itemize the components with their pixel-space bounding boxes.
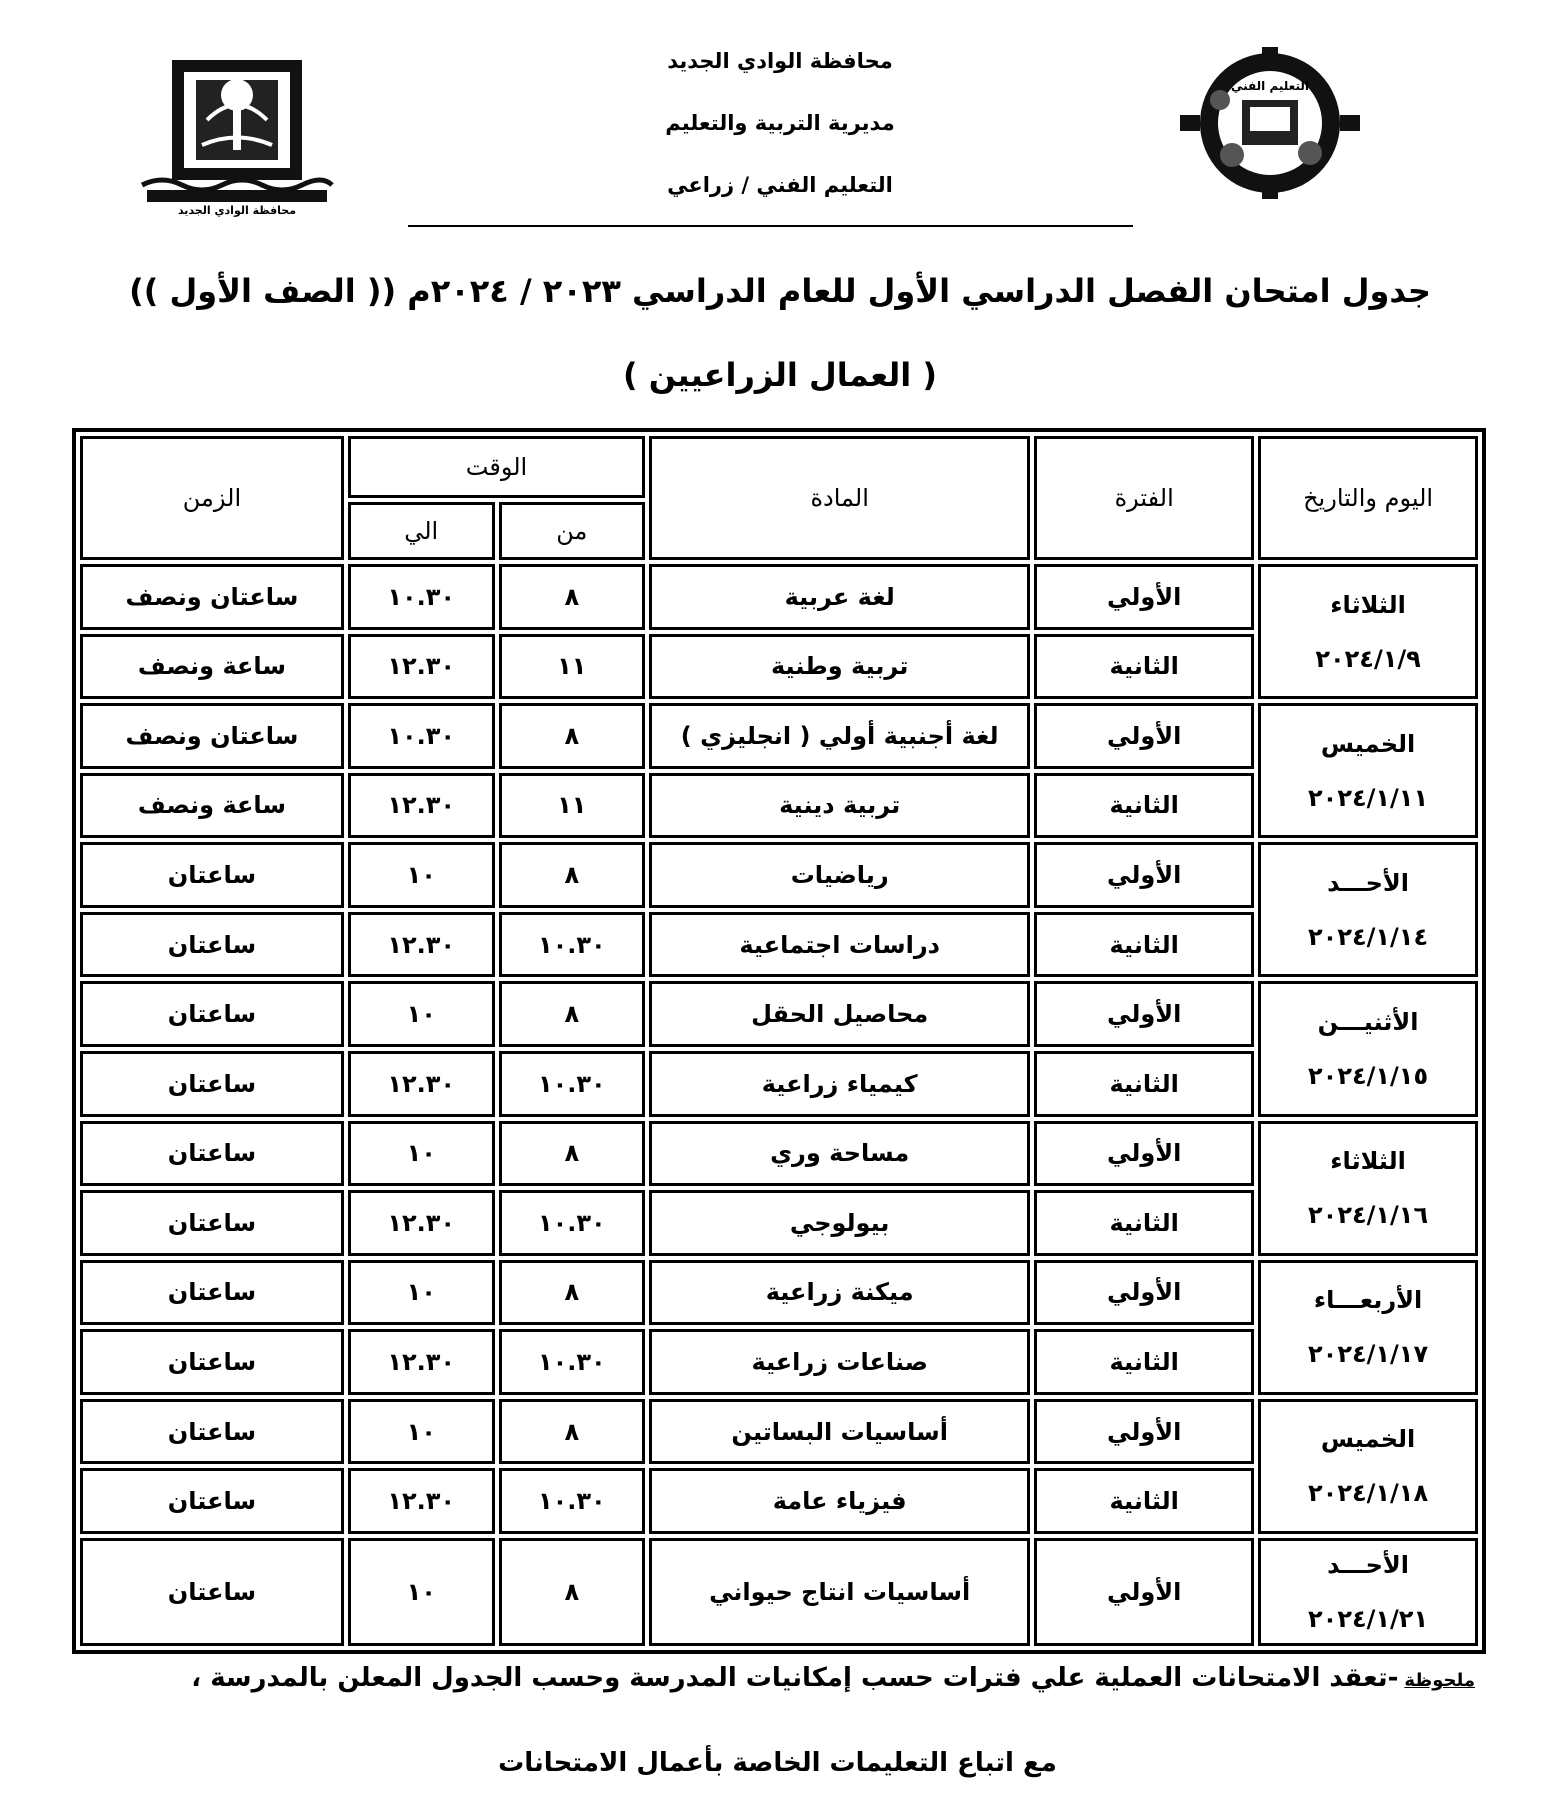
subject-cell: دراسات اجتماعية (649, 912, 1030, 978)
period-cell: الأولي (1034, 1260, 1254, 1326)
from-cell: ٨ (499, 842, 646, 908)
from-cell: ١٠.٣٠ (499, 1190, 646, 1256)
period-cell: الأولي (1034, 564, 1254, 630)
duration-cell: ساعتان (80, 1399, 344, 1465)
from-cell: ٨ (499, 1399, 646, 1465)
day-date: ٢٠٢٤/١/٩ (1315, 644, 1421, 673)
period-cell: الثانية (1034, 1468, 1254, 1534)
period-cell: الثانية (1034, 634, 1254, 700)
duration-cell: ساعتان (80, 1538, 344, 1646)
period-cell: الأولي (1034, 981, 1254, 1047)
to-cell: ١٢.٣٠ (348, 634, 495, 700)
period-cell: الثانية (1034, 1051, 1254, 1117)
header-duration: الزمن (80, 436, 344, 560)
note-label: ملحوظة (1404, 1670, 1475, 1691)
to-cell: ١٢.٣٠ (348, 1190, 495, 1256)
header-directorate: مديرية التربية والتعليم (665, 111, 895, 135)
day-name: الثلاثاء (1330, 1147, 1406, 1176)
subject-cell: لغة عربية (649, 564, 1030, 630)
period-cell: الأولي (1034, 1399, 1254, 1465)
from-cell: ١١ (499, 634, 646, 700)
header-department: التعليم الفني / زراعي (667, 173, 893, 197)
period-cell: الأولي (1034, 1538, 1254, 1646)
to-cell: ١٠ (348, 1399, 495, 1465)
subject-cell: فيزياء عامة (649, 1468, 1030, 1534)
period-cell: الأولي (1034, 842, 1254, 908)
day-date: ٢٠٢٤/١/١٥ (1308, 1061, 1429, 1090)
subject-cell: رياضيات (649, 842, 1030, 908)
page-subtitle: ( العمال الزراعيين ) (622, 356, 937, 394)
to-cell: ١٠ (348, 1121, 495, 1187)
to-cell: ١٢.٣٠ (348, 1468, 495, 1534)
day-date-cell (1258, 1538, 1478, 1646)
duration-cell: ساعة ونصف (80, 773, 344, 839)
technical-education-logo (1150, 45, 1390, 200)
table-row (80, 703, 1478, 769)
table-row (80, 564, 1478, 630)
day-name: الثلاثاء (1330, 590, 1406, 619)
to-cell: ١٢.٣٠ (348, 912, 495, 978)
day-date: ٢٠٢٤/١/٢١ (1308, 1605, 1429, 1633)
period-cell: الثانية (1034, 1329, 1254, 1395)
from-cell: ١٠.٣٠ (499, 1051, 646, 1117)
to-cell: ١٠.٣٠ (348, 564, 495, 630)
to-cell: ١٠ (348, 981, 495, 1047)
period-cell: الثانية (1034, 773, 1254, 839)
header-time: الوقت (348, 436, 645, 498)
subject-cell: أساسيات انتاج حيواني (649, 1538, 1030, 1646)
day-date-cell (1258, 842, 1478, 977)
note-text: -تعقد الامتحانات العملية علي فترات حسب إمكانيات المدرسة وحسب الجدول المعلن بالمدرسة ، (191, 1663, 1399, 1693)
day-name: الأحـــد (1327, 1551, 1409, 1579)
header-governorate: محافظة الوادي الجديد (667, 49, 893, 73)
day-date-cell (1258, 1399, 1478, 1534)
from-cell: ٨ (499, 1538, 646, 1646)
from-cell: ١١ (499, 773, 646, 839)
day-name: الأثنيـــن (1317, 1007, 1419, 1036)
day-date-cell (1258, 981, 1478, 1116)
subject-cell: محاصيل الحقل (649, 981, 1030, 1047)
duration-cell: ساعتان (80, 1468, 344, 1534)
day-name: الخميس (1320, 729, 1416, 758)
duration-cell: ساعتان (80, 981, 344, 1047)
day-date-cell (1258, 1121, 1478, 1256)
header-subject: المادة (649, 436, 1030, 560)
table-row (80, 1260, 1478, 1326)
from-cell: ٨ (499, 564, 646, 630)
subject-cell: ميكنة زراعية (649, 1260, 1030, 1326)
day-date-cell (1258, 564, 1478, 699)
table-row (80, 981, 1478, 1047)
to-cell: ١٠ (348, 842, 495, 908)
to-cell: ١٢.٣٠ (348, 773, 495, 839)
day-date: ٢٠٢٤/١/١٤ (1308, 922, 1429, 951)
duration-cell: ساعة ونصف (80, 634, 344, 700)
table-row (80, 1121, 1478, 1187)
day-date: ٢٠٢٤/١/١١ (1308, 783, 1429, 812)
to-cell: ١٠.٣٠ (348, 703, 495, 769)
duration-cell: ساعتان (80, 912, 344, 978)
technical-education-logo-caption: التعليم الفني (1231, 79, 1309, 93)
day-date: ٢٠٢٤/١/١٦ (1308, 1201, 1429, 1230)
header-day-date: اليوم والتاريخ (1258, 436, 1478, 560)
table-row (80, 1538, 1478, 1646)
from-cell: ١٠.٣٠ (499, 1468, 646, 1534)
period-cell: الأولي (1034, 1121, 1254, 1187)
period-cell: الثانية (1034, 1190, 1254, 1256)
page-title: جدول امتحان الفصل الدراسي الأول للعام الدراسي ٢٠٢٣ / ٢٠٢٤م (( الصف الأول )) (129, 272, 1431, 310)
subject-cell: أساسيات البساتين (649, 1399, 1030, 1465)
duration-cell: ساعتان (80, 1121, 344, 1187)
duration-cell: ساعتان (80, 1190, 344, 1256)
to-cell: ١٢.٣٠ (348, 1051, 495, 1117)
day-name: الأربعـــاء (1313, 1286, 1423, 1315)
duration-cell: ساعتان (80, 1260, 344, 1326)
to-cell: ١٢.٣٠ (348, 1329, 495, 1395)
note-line-2: مع اتباع التعليمات الخاصة بأعمال الامتحانات (498, 1748, 1057, 1778)
exam-schedule-table (72, 428, 1486, 1654)
table-row (80, 1399, 1478, 1465)
note-line-1 (80, 1663, 1475, 1693)
duration-cell: ساعتان ونصف (80, 703, 344, 769)
subject-cell: لغة أجنبية أولي ( انجليزي ) (649, 703, 1030, 769)
period-cell: الثانية (1034, 912, 1254, 978)
day-date: ٢٠٢٤/١/١٧ (1308, 1340, 1429, 1369)
header-time-to: الي (348, 502, 495, 560)
duration-cell: ساعتان (80, 842, 344, 908)
table-row (80, 842, 1478, 908)
subject-cell: صناعات زراعية (649, 1329, 1030, 1395)
governorate-logo (132, 50, 342, 220)
duration-cell: ساعتان (80, 1329, 344, 1395)
duration-cell: ساعتان (80, 1051, 344, 1117)
from-cell: ٨ (499, 703, 646, 769)
day-date: ٢٠٢٤/١/١٨ (1308, 1479, 1429, 1508)
from-cell: ٨ (499, 1260, 646, 1326)
period-cell: الأولي (1034, 703, 1254, 769)
subject-cell: تربية دينية (649, 773, 1030, 839)
subject-cell: مساحة وري (649, 1121, 1030, 1187)
to-cell: ١٠ (348, 1260, 495, 1326)
from-cell: ١٠.٣٠ (499, 1329, 646, 1395)
duration-cell: ساعتان ونصف (80, 564, 344, 630)
governorate-logo-caption: محافظة الوادي الجديد (177, 204, 297, 217)
day-name: الأحـــد (1327, 868, 1409, 897)
subject-cell: بيولوجي (649, 1190, 1030, 1256)
from-cell: ٨ (499, 981, 646, 1047)
header-time-from: من (499, 502, 646, 560)
header-block (500, 30, 1060, 216)
subject-cell: تربية وطنية (649, 634, 1030, 700)
subject-cell: كيمياء زراعية (649, 1051, 1030, 1117)
from-cell: ٨ (499, 1121, 646, 1187)
to-cell: ١٠ (348, 1538, 495, 1646)
header-period: الفترة (1034, 436, 1254, 560)
header-divider (408, 225, 1133, 227)
from-cell: ١٠.٣٠ (499, 912, 646, 978)
day-name: الخميس (1320, 1425, 1416, 1454)
day-date-cell (1258, 1260, 1478, 1395)
day-date-cell (1258, 703, 1478, 838)
